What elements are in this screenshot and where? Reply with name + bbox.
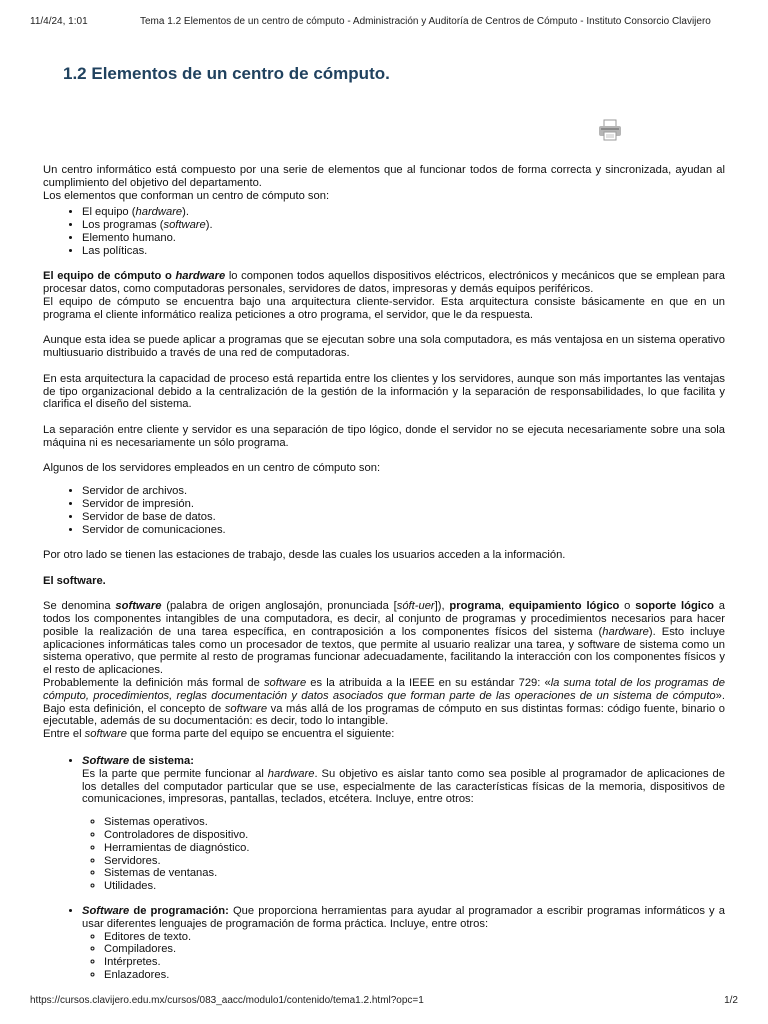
list-item: ◦ Servidores.	[104, 855, 725, 868]
software-types-lead: Entre el software que forma parte del equipo se encuentra el siguiente:	[43, 728, 395, 741]
intro-paragraph: Un centro informático está compuesto por una serie de elementos que al funcionar todos de forma correcta y sincronizada, ayudan al cumplimiento del objetivo del departamento.	[43, 164, 725, 189]
programming-software-list	[82, 931, 725, 982]
system-software-title: • Software de sistema:	[82, 755, 194, 768]
list-item	[82, 905, 725, 982]
system-software-list	[82, 816, 725, 893]
intro-elements-lead: Los elementos que conforman un centro de cómputo son:	[43, 189, 330, 202]
separation-paragraph: La separación entre cliente y servidor es una separación de tipo lógico, donde el servidor no se ejecuta necesariamente sobre una sola máquina ni es necesariamente un sólo programa.	[43, 423, 725, 449]
multiuser-paragraph: Aunque esta idea se puede aplicar a programas que se ejecutan sobre una sola computadora, es más ventajosa en un sistema operativo multiusuario distribuido a través de una red de computadoras.	[43, 334, 725, 360]
list-item: • Las políticas.	[82, 245, 725, 258]
list-item: ◦ Sistemas de ventanas.	[104, 867, 725, 880]
print-header	[30, 16, 738, 27]
software-definition: Se denomina software (palabra de origen anglosajón, pronunciada [sóft-uer]), programa, equipamiento lógico o soporte lógico a todos los componentes intangibles de una computadora, es decir, al conjunto de programas y procedimientos necesarios para hacer posible la realización de una tarea específica, en contraposición a los componentes físicos del sistema (hardware). Esto incluye aplicaciones informáticas tales como un procesador de textos, que permite al usuario realizar una tarea, y software de sistema como un sistema operativo, que permite al resto de programas funcionar adecuadamente, facilitando la interacción con los componentes físicos y el resto de aplicaciones.	[43, 600, 725, 677]
print-page-title: Tema 1.2 Elementos de un centro de cómputo - Administración y Auditoría de Centros de Cómputo - Instituto Consorcio Clavijero	[140, 16, 711, 27]
list-item: ◦ Utilidades.	[104, 880, 725, 893]
servers-list	[43, 485, 725, 536]
list-item: ◦ Sistemas operativos.	[104, 816, 725, 829]
page-title: 1.2 Elementos de un centro de cómputo.	[63, 64, 390, 83]
hardware-paragraph: El equipo de cómputo o hardware lo componen todos aquellos dispositivos eléctricos, electrónicos y mecánicos que se emplean para procesar datos, como computadoras personales, servidores de datos, impresoras y demás equipos periféricos.	[43, 270, 725, 296]
print-datetime: 11/4/24, 1:01	[30, 16, 88, 27]
list-item: ◦ Intérpretes.	[104, 956, 725, 969]
software-heading: El software.	[43, 574, 106, 587]
print-footer	[30, 995, 738, 1006]
architecture-paragraph: En esta arquitectura la capacidad de proceso está repartida entre los clientes y los servidores, aunque son más importantes las ventajas de tipo organizacional debido a la centralización de la gestión de la información y la separación de responsabilidades, lo que facilita y clarifica el diseño del sistema.	[43, 372, 725, 411]
list-item: • Servidor de impresión.	[82, 498, 725, 511]
list-item: • El equipo (hardware).	[82, 206, 725, 219]
list-item: ◦ Editores de texto.	[104, 931, 725, 944]
list-item	[82, 755, 725, 893]
printer-icon[interactable]	[597, 117, 623, 143]
programming-software-description: • Software de programación: Que proporciona herramientas para ayudar al programador a escribir programas informáticos y a usar diferentes lenguajes de programación de forma práctica. Incluye, entre otros:	[82, 905, 725, 930]
servers-lead: Algunos de los servidores empleados en un centro de cómputo son:	[43, 462, 381, 475]
page-number: 1/2	[724, 995, 738, 1006]
client-server-paragraph: El equipo de cómputo se encuentra bajo una arquitectura cliente-servidor. Esta arquitectura consiste básicamente en que en un programa el cliente informático realiza peticiones a otro programa, el servidor, que le da respuesta.	[43, 295, 725, 321]
ieee-definition: Probablemente la definición más formal de software es la atribuida a la IEEE en su estándar 729: «la suma total de los programas de cómputo, procedimientos, reglas documentación y datos asociados que forman parte de las operaciones de un sistema de cómputo». Bajo esta definición, el concepto de software va más allá de los programas de cómputo en sus distintas formas: código fuente, binario o ejecutable, además de su documentación: es decir, todo lo intangible.	[43, 677, 725, 728]
list-item: • Elemento humano.	[82, 232, 725, 245]
list-item: • Servidor de archivos.	[82, 485, 725, 498]
elements-list	[43, 206, 725, 257]
workstations-paragraph: Por otro lado se tienen las estaciones de trabajo, desde las cuales los usuarios acceden a la información.	[43, 549, 566, 562]
list-item: ◦ Compiladores.	[104, 943, 725, 956]
list-item: • Servidor de base de datos.	[82, 511, 725, 524]
main-content	[43, 164, 725, 994]
software-types-list	[43, 755, 725, 982]
list-item: • Servidor de comunicaciones.	[82, 524, 725, 537]
system-software-description: Es la parte que permite funcionar al hardware. Su objetivo es aislar tanto como sea posible al programador de aplicaciones de los detalles del computador particular que se use, especialmente de las características físicas de la memoria, dispositivos de comunicaciones, impresoras, pantallas, teclados, etcétera. Incluye, entre otros:	[82, 767, 725, 806]
list-item: ◦ Enlazadores.	[104, 969, 725, 982]
list-item: ◦ Controladores de dispositivo.	[104, 829, 725, 842]
page-url[interactable]: https://cursos.clavijero.edu.mx/cursos/083_aacc/modulo1/contenido/tema1.2.html?opc=1	[30, 995, 424, 1006]
list-item: ◦ Herramientas de diagnóstico.	[104, 842, 725, 855]
list-item: • Los programas (software).	[82, 219, 725, 232]
